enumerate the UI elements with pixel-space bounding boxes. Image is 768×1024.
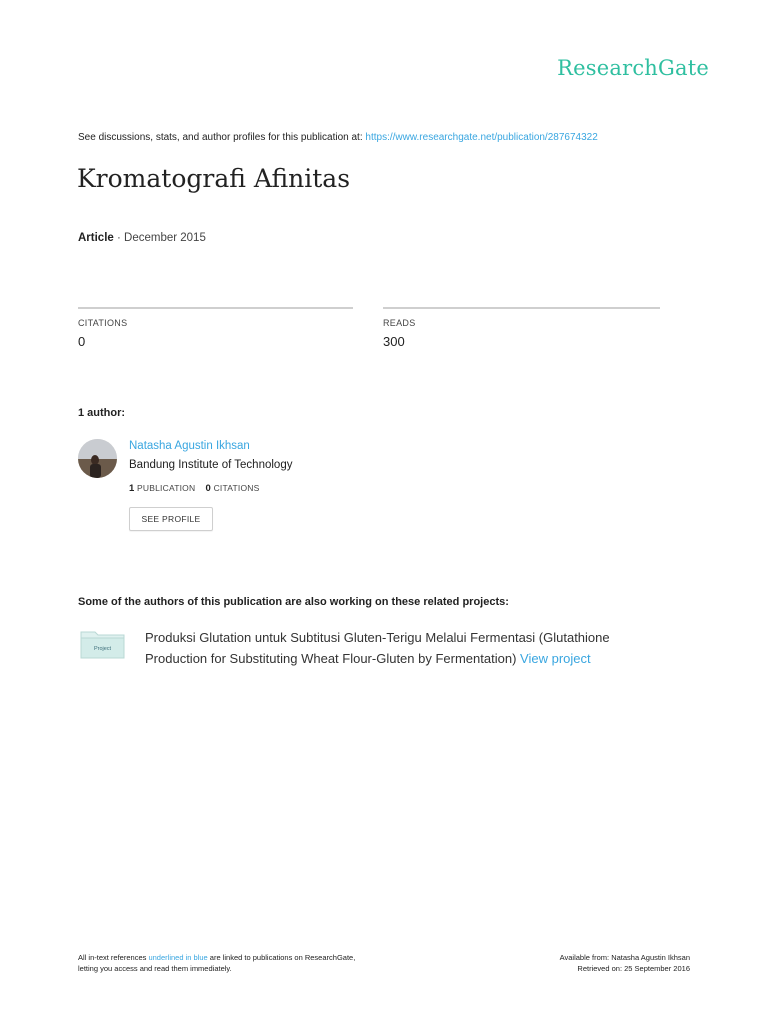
footer-references-note (78, 952, 355, 974)
author-name-link[interactable]: Natasha Agustin Ikhsan (129, 440, 250, 452)
citations-divider (78, 307, 353, 309)
reads-value: 300 (383, 334, 405, 349)
publication-date: · December 2015 (117, 232, 206, 244)
related-projects-heading: Some of the authors of this publication are also working on these related projects: (78, 596, 509, 608)
footer-availability (560, 952, 690, 974)
reads-label: READS (383, 318, 416, 328)
see-profile-button[interactable]: SEE PROFILE (129, 507, 213, 531)
author-citations-label: CITATIONS (213, 483, 260, 493)
publication-meta (78, 232, 206, 244)
author-citations-count: 0 (205, 483, 212, 494)
author-publications-label: PUBLICATION (137, 483, 196, 493)
citations-value: 0 (78, 334, 86, 349)
author-photo-icon[interactable] (78, 439, 117, 478)
publication-title: Kromatografi Afinitas (77, 164, 351, 193)
project-folder-label: Project (93, 646, 112, 652)
citations-label: CITATIONS (78, 318, 128, 328)
footer-available-from: Available from: Natasha Agustin Ikhsan (559, 953, 690, 962)
publication-link-line (78, 132, 598, 143)
footer-left-line2: letting you access and read them immediately. (78, 964, 232, 973)
authors-heading: 1 author: (78, 407, 126, 419)
footer-left-pre: All in-text references (78, 953, 147, 962)
footer-left-post: are linked to publications on ResearchGate, (209, 953, 356, 962)
researchgate-logo[interactable]: ResearchGate (557, 56, 709, 80)
author-publications-count: 1 (129, 483, 135, 494)
project-folder-icon[interactable] (80, 629, 125, 659)
publication-type: Article (78, 232, 114, 244)
author-stats (129, 483, 259, 494)
see-discussions-text: See discussions, stats, and author profiles for this publication at: (78, 132, 363, 143)
footer-underlined-blue: underlined in blue (148, 953, 208, 962)
project-description (145, 627, 665, 669)
project-title: Produksi Glutation untuk Subtitusi Gluten-Terigu Melalui Fermentasi (Glutathione Production for Substituting Wheat Flour-Gluten by Fermentation) (145, 630, 610, 666)
view-project-link[interactable]: View project (520, 651, 591, 666)
author-institution: Bandung Institute of Technology (129, 459, 293, 471)
publication-url-link[interactable]: https://www.researchgate.net/publication/287674322 (365, 132, 598, 143)
footer-retrieved-on: Retrieved on: 25 September 2016 (577, 964, 690, 973)
reads-divider (383, 307, 660, 309)
